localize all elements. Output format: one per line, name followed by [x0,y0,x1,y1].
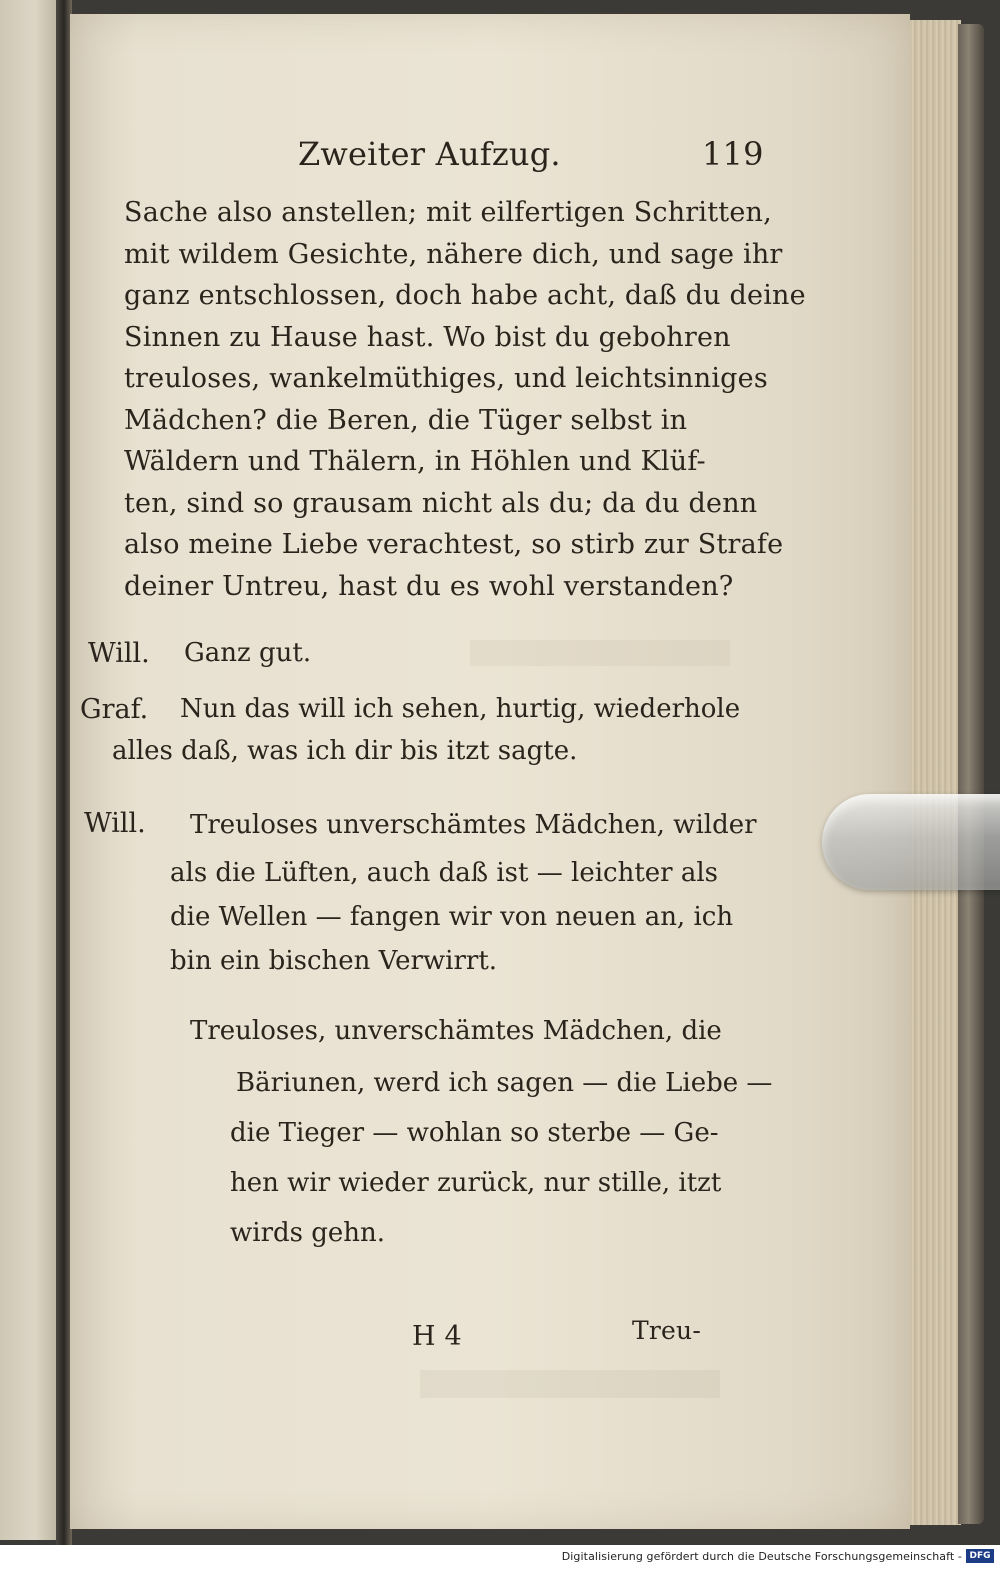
speaker-name: Will. [84,808,146,839]
text-line: mit wildem Gesichte, nähere dich, und sage ihr [124,238,783,270]
speech-line: Ganz gut. [184,638,312,668]
running-head: Zweiter Aufzug. [298,135,561,173]
speaker-name: Graf. [80,694,149,725]
speaker-name: Will. [88,638,150,669]
book-cover-edge [958,24,984,1524]
speech-line: Bäriunen, werd ich sagen — die Liebe — [236,1068,773,1098]
speech-line: wirds gehn. [230,1218,386,1248]
text-line: Sache also anstellen; mit eilfertigen Schritten, [124,197,772,228]
funding-note: Digitalisierung gefördert durch die Deutsche Forschungsgemeinschaft - [561,1550,962,1563]
text-line: Mädchen? die Beren, die Tüger selbst in [124,404,688,436]
speech-line: Treuloses, unverschämtes Mädchen, die [190,1016,722,1046]
text-line: treuloses, wankelmüthiges, und leichtsinniges [124,363,768,394]
text-paragraph [124,192,806,607]
left-facing-page-edge [0,0,58,1540]
text-line: ten, sind so grausam nicht als du; da du denn [124,487,758,519]
speech-line: die Tieger — wohlan so sterbe — Ge- [230,1118,719,1148]
speech-line: alles daß, was ich dir bis itzt sagte. [112,736,578,766]
page-holder-clip [822,794,1000,890]
speech-line: Nun das will ich sehen, hurtig, wiederhole [180,694,741,724]
show-through-mark [470,640,730,666]
dfg-logo-badge: DFG [966,1549,994,1563]
page-number: 119 [702,135,764,173]
catchword: Treu- [632,1316,701,1345]
text-line: Sinnen zu Hause hast. Wo bist du gebohren [124,321,731,353]
speech-line: die Wellen — fangen wir von neuen an, ich [170,902,734,932]
signature-mark: H 4 [412,1321,462,1352]
speech-line: hen wir wieder zurück, nur stille, itzt [230,1168,722,1198]
text-line: ganz entschlossen, doch habe acht, daß du deine [124,280,806,311]
text-line: Wäldern und Thälern, in Höhlen und Klüf- [124,446,706,477]
show-through-mark [420,1370,720,1398]
speech-line: bin ein bischen Verwirrt. [170,946,498,976]
speech-line: Treuloses unverschämtes Mädchen, wilder [190,810,757,840]
text-line: also meine Liebe verachtest, so stirb zur Strafe [124,529,784,560]
text-line: deiner Untreu, hast du es wohl verstanden? [124,570,734,602]
speech-line: als die Lüften, auch daß ist — leichter als [170,858,719,888]
